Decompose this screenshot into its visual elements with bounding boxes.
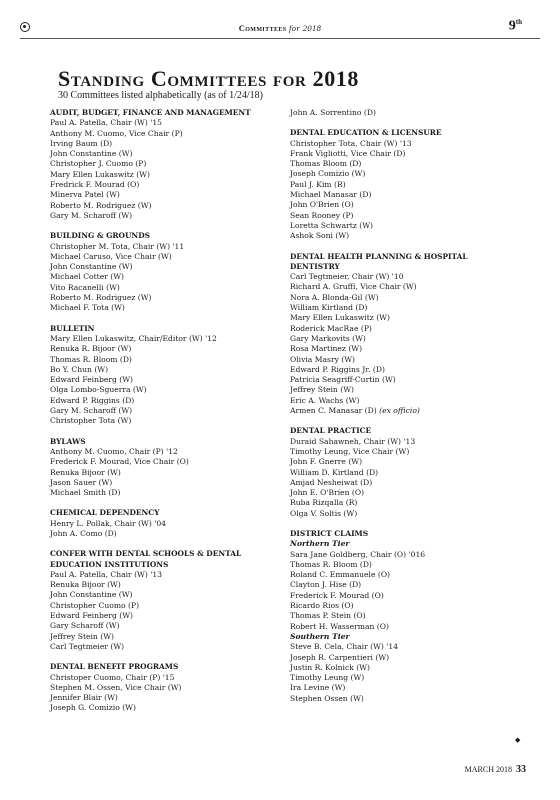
committee-member: Gary Markovits (W) — [290, 333, 366, 343]
committee-member: Paul J. Kim (R) — [290, 179, 346, 189]
committee-member: Ruba Rizqalla (R) — [290, 498, 358, 508]
committee-member: Nora A. Blonda-Gil (W) — [290, 292, 379, 302]
page-title: Standing Committees for 2018 — [58, 66, 359, 91]
committee-member: John Constantine (W) — [50, 590, 133, 600]
committee-member: Michael Smith (D) — [50, 488, 121, 498]
committee-name: CHEMICAL DEPENDENCY — [50, 508, 160, 518]
committee-member: Carl Tegtmeier (W) — [50, 641, 125, 651]
committee-member: Edward Feinberg (W) — [50, 611, 133, 621]
committee-member: Roberto M. Rodriguez (W) — [50, 293, 152, 303]
committee-member: Timothy Leung, Vice Chair (W) — [290, 446, 410, 456]
committee-member: Christopher J. Cuomo (P) — [50, 159, 147, 169]
committee-member: John Constantine (W) — [50, 149, 133, 159]
committee-block — [50, 662, 270, 713]
committee-member: Mary Ellen Lukaswitz (W) — [50, 169, 150, 179]
running-header-caps: Committees — [238, 23, 287, 33]
committee-member: Stephen M. Ossen, Vice Chair (W) — [50, 682, 182, 692]
committee-member: Vito Racanelli (W) — [50, 282, 120, 292]
committee-member: Jeffrey Stein (W) — [290, 385, 354, 395]
committee-member: Thomas R. Bloom (D) — [50, 354, 132, 364]
footer-month: MARCH 2018 — [464, 765, 512, 774]
tier-label: Southern Tier — [290, 631, 350, 641]
committee-block — [290, 128, 510, 241]
committee-member: Edward P. Riggins (D) — [50, 395, 135, 405]
committee-member: Roderick MacRae (P) — [290, 323, 372, 333]
committee-member: Roberto M. Rodriguez (W) — [50, 200, 152, 210]
committee-name: DENTAL EDUCATION & LICENSURE — [290, 128, 442, 138]
committee-member: Robert H. Wasserman (O) — [290, 621, 389, 631]
committee-block — [290, 252, 510, 417]
committee-name: CONFER WITH DENTAL SCHOOLS & DENTAL EDUCATION INSTITUTIONS — [50, 549, 242, 569]
committee-member: Timothy Leung (W) — [290, 673, 365, 683]
committee-member: Thomas R. Bloom (D) — [290, 559, 372, 569]
committee-member: Sean Rooney (P) — [290, 210, 354, 220]
committee-member: Michael Caruso, Vice Chair (W) — [50, 251, 172, 261]
committee-member: Edward Feinberg (W) — [50, 375, 133, 385]
committee-member: Olga V. Soltis (W) — [290, 508, 358, 518]
committee-block — [290, 529, 510, 704]
committee-member: Anthony M. Cuomo, Vice Chair (P) — [50, 128, 183, 138]
committee-name: AUDIT, BUDGET, FINANCE AND MANAGEMENT — [50, 108, 251, 117]
committee-member: Ashok Soni (W) — [290, 231, 350, 241]
member-note: (ex officio) — [379, 406, 420, 416]
committee-block — [50, 324, 270, 427]
committee-member: Gary M. Scharoff (W) — [50, 406, 133, 416]
committee-member: Paul A. Patella, Chair (W) '13 — [50, 569, 162, 579]
committee-member: Christopher M. Tota, Chair (W) '11 — [50, 241, 185, 251]
committee-member: Thomas P. Stein (O) — [290, 611, 366, 621]
committee-member: John E. O'Brien (O) — [290, 488, 365, 498]
committee-member: Roland C. Emmanuele (O) — [290, 570, 391, 580]
header-rule — [20, 38, 540, 39]
district-number-suffix: th — [515, 18, 522, 26]
committee-member: Fredrick F. Mourad (O) — [50, 180, 140, 190]
committee-member: Frederick F. Mourad, Vice Chair (O) — [50, 457, 189, 467]
committee-member: Joseph G. Comizio (W) — [50, 703, 136, 713]
committee-member: Frederick F. Mourad (O) — [290, 590, 384, 600]
page-footer — [465, 764, 526, 775]
committee-member: Loretta Schwartz (W) — [290, 220, 373, 230]
committee-member: Amjad Nesheiwat (D) — [290, 477, 373, 487]
committee-member: Michael Manasar (D) — [290, 190, 372, 200]
running-header-italic: for 2018 — [289, 23, 322, 33]
committee-member: Joseph R. Carpentieri (W) — [290, 652, 390, 662]
committee-member: Renuka R. Bijoor (W) — [50, 344, 132, 354]
committee-member: Ricardo Rios (O) — [290, 601, 354, 611]
committee-name: DENTAL PRACTICE — [290, 426, 372, 436]
committee-member: Henry L. Pollak, Chair (W) '04 — [50, 518, 166, 528]
committee-block — [290, 108, 510, 118]
committee-member: Sara Jane Goldberg, Chair (O) '016 — [290, 549, 426, 559]
page-header — [0, 0, 560, 42]
committee-member: John Constantine (W) — [50, 262, 133, 272]
committee-member: Thomas Bloom (D) — [290, 159, 362, 169]
committee-member: Rosa Martinez (W) — [290, 344, 363, 354]
committee-member: Anthony M. Cuomo, Chair (P) '12 — [50, 446, 178, 456]
committee-member: Michael Cotter (W) — [50, 272, 124, 282]
committee-member: Gary Scharoff (W) — [50, 621, 120, 631]
committee-member: Clayton J. Hise (D) — [290, 580, 362, 590]
committee-member: John A. Sorrentino (D) — [290, 108, 376, 117]
committee-member: William D. Kirtland (D) — [290, 467, 379, 477]
committee-member: Jeffrey Stein (W) — [50, 631, 114, 641]
committee-name: BUILDING & GROUNDS — [50, 231, 150, 241]
committee-member: Paul A. Patella, Chair (W) '15 — [50, 118, 162, 128]
committee-member: John A. Como (D) — [50, 528, 117, 538]
committee-member: Frank Vigliotti, Vice Chair (D) — [290, 148, 406, 158]
district-number-value: 9 — [508, 18, 516, 34]
committee-member: Renuka Bijoor (W) — [50, 580, 121, 590]
committee-block — [50, 108, 270, 221]
page-subtitle: 30 Committees listed alphabetically (as of 1/24/18) — [58, 90, 263, 101]
committee-member: Duraid Sahawneh, Chair (W) '13 — [290, 436, 416, 446]
committee-member: Olga Lombo-Sguerra (W) — [50, 385, 147, 395]
committee-member: Justin R. Kolnick (W) — [290, 662, 370, 672]
committee-member: Edward P. Riggins Jr. (D) — [290, 364, 385, 374]
committee-member: Joseph Comizio (W) — [290, 169, 366, 179]
committee-member: Richard A. Gruffi, Vice Chair (W) — [290, 282, 417, 292]
committee-member: Jason Sauer (W) — [50, 477, 113, 487]
committee-block — [50, 549, 270, 652]
committee-member: Eric A. Wachs (W) — [290, 395, 360, 405]
district-number — [509, 18, 522, 35]
committee-member: Irving Baum (D) — [50, 138, 113, 148]
left-column — [50, 108, 270, 724]
committee-member: Minerva Patel (W) — [50, 190, 120, 200]
committee-member: Stephen Ossen (W) — [290, 693, 364, 703]
committee-member: Mary Ellen Lukaswitz (W) — [290, 313, 390, 323]
committee-member: Christopher Cuomo (P) — [50, 600, 140, 610]
committee-member: Bo Y. Chun (W) — [50, 364, 109, 374]
committee-member: Olivia Masry (W) — [290, 354, 356, 364]
committee-name: BYLAWS — [50, 436, 86, 446]
committee-member: Armen C. Manasar (D) (ex officio) — [290, 406, 420, 416]
committee-block — [50, 437, 270, 499]
committee-member: Ira Levine (W) — [290, 683, 346, 693]
committee-member: Christoper Cuomo, Chair (P) '15 — [50, 672, 175, 682]
committee-block — [50, 231, 270, 313]
committee-member: Renuka Bijoor (W) — [50, 467, 121, 477]
committee-name: DISTRICT CLAIMS — [290, 528, 369, 538]
committee-member: Mary Ellen Lukaswitz, Chair/Editor (W) '12 — [50, 333, 217, 343]
committee-block — [50, 508, 270, 539]
tier-label: Northern Tier — [290, 539, 350, 549]
committee-member: William Kirtland (D) — [290, 303, 368, 313]
committee-name: DENTAL HEALTH PLANNING & HOSPITAL DENTISTRY — [290, 251, 468, 271]
committee-member: Christopher Tota (W) — [50, 416, 132, 426]
committee-block — [290, 426, 510, 519]
committee-member: Steve B. Cela, Chair (W) '14 — [290, 642, 399, 652]
committee-member: John F. Gnerre (W) — [290, 457, 363, 467]
right-column — [290, 108, 510, 714]
committee-member: Christopher Tota, Chair (W) '13 — [290, 138, 412, 148]
committee-member: Carl Tegtmeier, Chair (W) '10 — [290, 272, 404, 282]
end-diamond-icon: ◆ — [515, 736, 521, 744]
committee-name: DENTAL BENEFIT PROGRAMS — [50, 662, 179, 672]
committee-member: Jennifer Blair (W) — [50, 693, 118, 703]
committee-member: John O'Brien (O) — [290, 200, 354, 210]
footer-page-number: 33 — [516, 764, 526, 775]
committee-member: Patricia Seagriff-Curtin (W) — [290, 375, 396, 385]
committee-member: Michael F. Tota (W) — [50, 303, 125, 313]
committee-name: BULLETIN — [50, 323, 95, 333]
running-header — [0, 23, 560, 33]
committee-member: Gary M. Scharoff (W) — [50, 210, 133, 220]
